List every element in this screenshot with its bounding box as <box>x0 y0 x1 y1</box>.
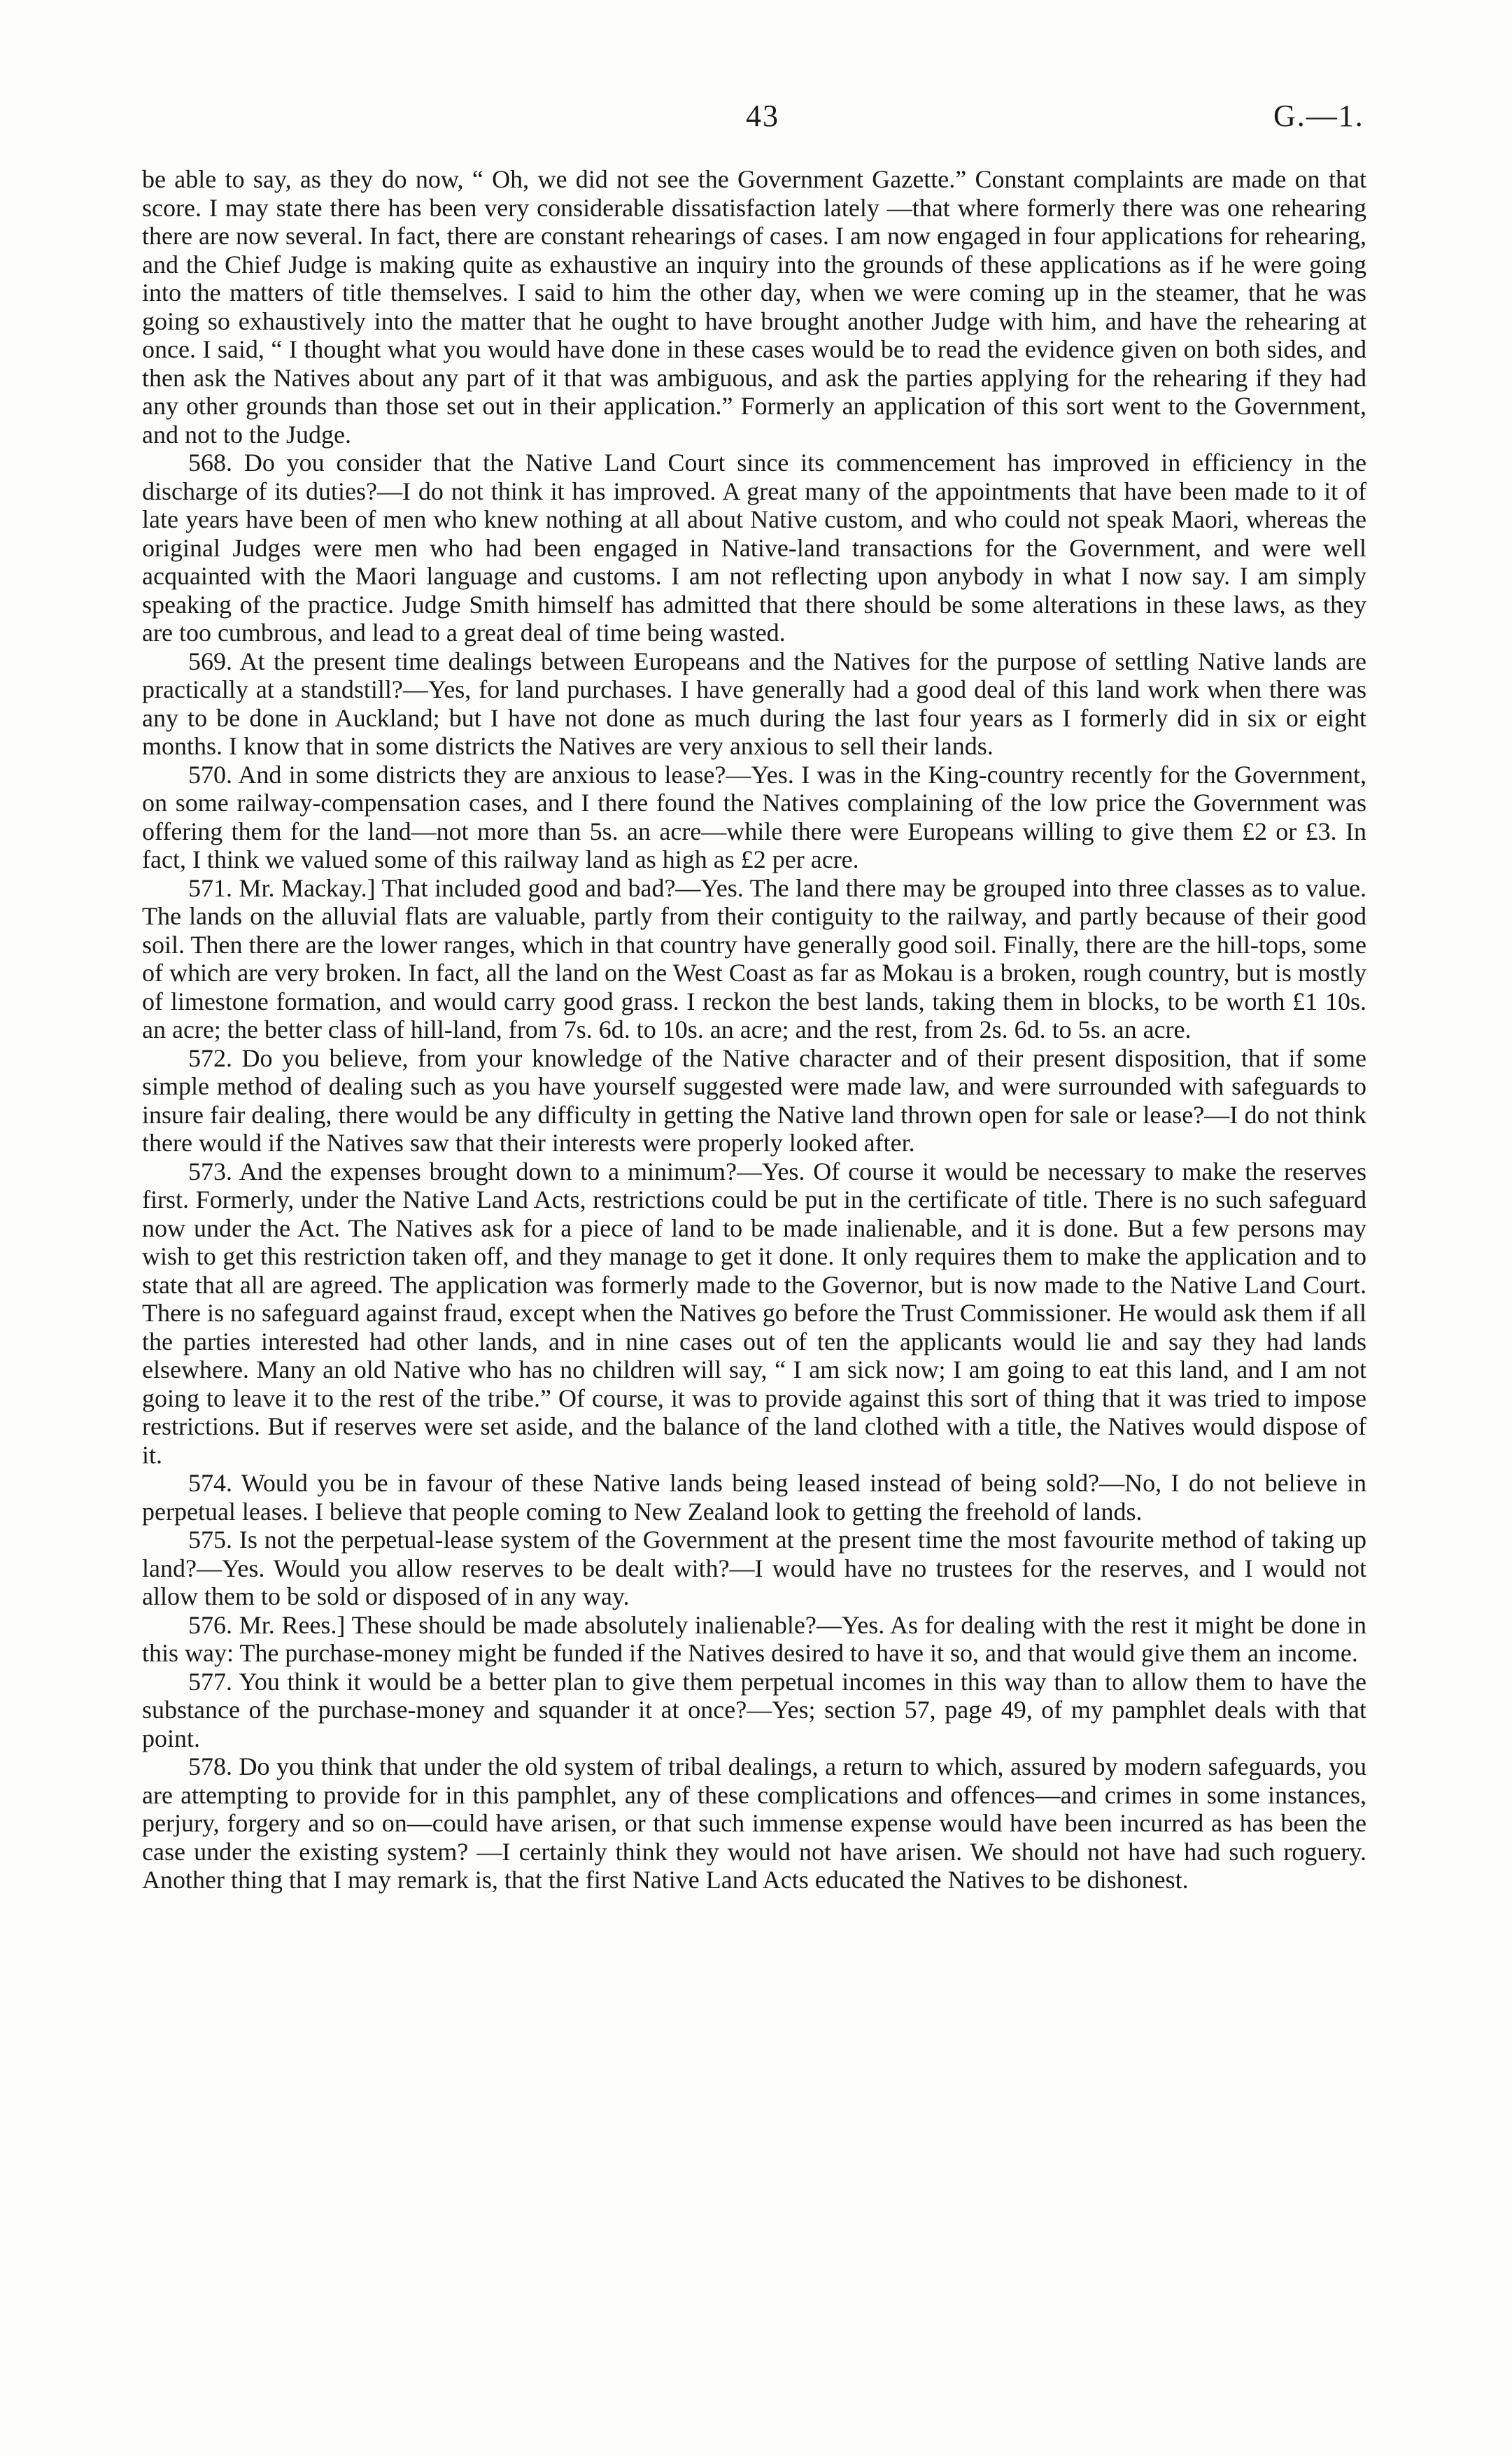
paragraph-q575: 575. Is not the perpetual-lease system of the Government at the present time the most favourite method of taking up land?—Yes. Would you allow reserves to be dealt with?—I would have no trustees for the reserves, and I would not allow them to be sold or disposed of in any way. <box>142 1526 1366 1610</box>
page-number: 43 <box>746 99 779 133</box>
body-text <box>142 165 1366 1894</box>
paragraph-q570: 570. And in some districts they are anxious to lease?—Yes. I was in the King-country recently for the Government, on some railway-compensation cases, and I there found the Natives complaining of the low price the Government was offering them for the land—not more than 5s. an acre—while there were Europeans willing to give them £2 or £3. In fact, I think we valued some of this railway land as high as £2 per acre. <box>142 760 1366 873</box>
paragraph-q571: 571. Mr. Mackay.] That included good and bad?—Yes. The land there may be grouped into three classes as to value. The lands on the alluvial flats are valuable, partly from their contiguity to the railway, and partly because of their good soil. Then there are the lower ranges, which in that country have generally good soil. Finally, there are the hill-tops, some of which are very broken. In fact, all the land on the West Coast as far as Mokau is a broken, rough country, but is mostly of limestone formation, and would carry good grass. I reckon the best lands, taking them in blocks, to be worth £1 10s. an acre; the better class of hill-land, from 7s. 6d. to 10s. an acre; and the rest, from 2s. 6d. to 5s. an acre. <box>142 873 1366 1043</box>
paragraph-continuation: be able to say, as they do now, “ Oh, we did not see the Government Gazette.” Constant complaints are made on that score. I may state there has been very considerable dissatisfaction lately —that where formerly there was one rehearing there are now several. In fact, there are constant rehearings of cases. I am now engaged in four applications for rehearing, and the Chief Judge is making quite as exhaustive an inquiry into the grounds of these applications as if he were going into the matters of title themselves. I said to him the other day, when we were coming up in the steamer, that he was going so exhaustively into the matter that he ought to have brought another Judge with him, and have the rehearing at once. I said, “ I thought what you would have done in these cases would be to read the evidence given on both sides, and then ask the Natives about any part of it that was ambiguous, and ask the parties applying for the rehearing if they had any other grounds than those set out in their application.” Formerly an application of this sort went to the Government, and not to the Judge. <box>142 165 1366 449</box>
paragraph-q578: 578. Do you think that under the old system of tribal dealings, a return to which, assured by modern safeguards, you are attempting to provide for in this pamphlet, any of these complications and offences—and crimes in some instances, perjury, forgery and so on—could have arisen, or that such immense expense would have been incurred as has been the case under the existing system? —I certainly think they would not have arisen. We should not have had such roguery. Another thing that I may remark is, that the first Native Land Acts educated the Natives to be dishonest. <box>142 1752 1366 1894</box>
paragraph-q573: 573. And the expenses brought down to a minimum?—Yes. Of course it would be necessary to make the reserves first. Formerly, under the Native Land Acts, restrictions could be put in the certificate of title. There is no such safeguard now under the Act. The Natives ask for a piece of land to be made inalienable, and it is done. But a few persons may wish to get this restriction taken off, and they manage to get it done. It only requires them to make the application and to state that all are agreed. The application was formerly made to the Governor, but is now made to the Native Land Court. There is no safeguard against fraud, except when the Natives go before the Trust Commissioner. He would ask them if all the parties interested had other lands, and in nine cases out of ten the applicants would lie and say they had lands elsewhere. Many an old Native who has no children will say, “ I am sick now; I am going to eat this land, and I am not going to leave it to the rest of the tribe.” Of course, it was to provide against this sort of thing that it was tried to impose restrictions. But if reserves were set aside, and the balance of the land clothed with a title, the Natives would dispose of it. <box>142 1157 1366 1469</box>
paragraph-q569: 569. At the present time dealings between Europeans and the Natives for the purpose of settling Native lands are practically at a standstill?—Yes, for land purchases. I have generally had a good deal of this land work when there was any to be done in Auckland; but I have not done as much during the last four years as I formerly did in six or eight months. I know that in some districts the Natives are very anxious to sell their lands. <box>142 647 1366 760</box>
paragraph-q577: 577. You think it would be a better plan to give them perpetual incomes in this way than to allow them to have the substance of the purchase-money and squander it at once?—Yes; section 57, page 49, of my pamphlet deals with that point. <box>142 1667 1366 1752</box>
paragraph-q572: 572. Do you believe, from your knowledge of the Native character and of their present disposition, that if some simple method of dealing such as you have yourself suggested were made law, and were surrounded with safeguards to insure fair dealing, there would be any difficulty in getting the Native land thrown open for sale or lease?—I do not think there would if the Natives saw that their interests were properly looked after. <box>142 1043 1366 1157</box>
document-reference: G.—1. <box>1273 99 1364 133</box>
paragraph-q568: 568. Do you consider that the Native Land Court since its commencement has improved in efficiency in the discharge of its duties?—I do not think it has improved. A great many of the appointments that have been made to it of late years have been of men who knew nothing at all about Native custom, and who could not speak Maori, whereas the original Judges were men who had been engaged in Native-land transactions for the Government, and were well acquainted with the Maori language and customs. I am not reflecting upon anybody in what I now say. I am simply speaking of the practice. Judge Smith himself has admitted that there should be some alterations in these laws, as they are too cumbrous, and lead to a great deal of time being wasted. <box>142 449 1366 647</box>
paragraph-q576: 576. Mr. Rees.] These should be made absolutely inalienable?—Yes. As for dealing with the rest it might be done in this way: The purchase-money might be funded if the Natives desired to have it so, and that would give them an income. <box>142 1610 1366 1667</box>
page-header <box>0 98 1512 140</box>
paragraph-q574: 574. Would you be in favour of these Native lands being leased instead of being sold?—No, I do not believe in perpetual leases. I believe that people coming to New Zealand look to getting the freehold of lands. <box>142 1469 1366 1526</box>
